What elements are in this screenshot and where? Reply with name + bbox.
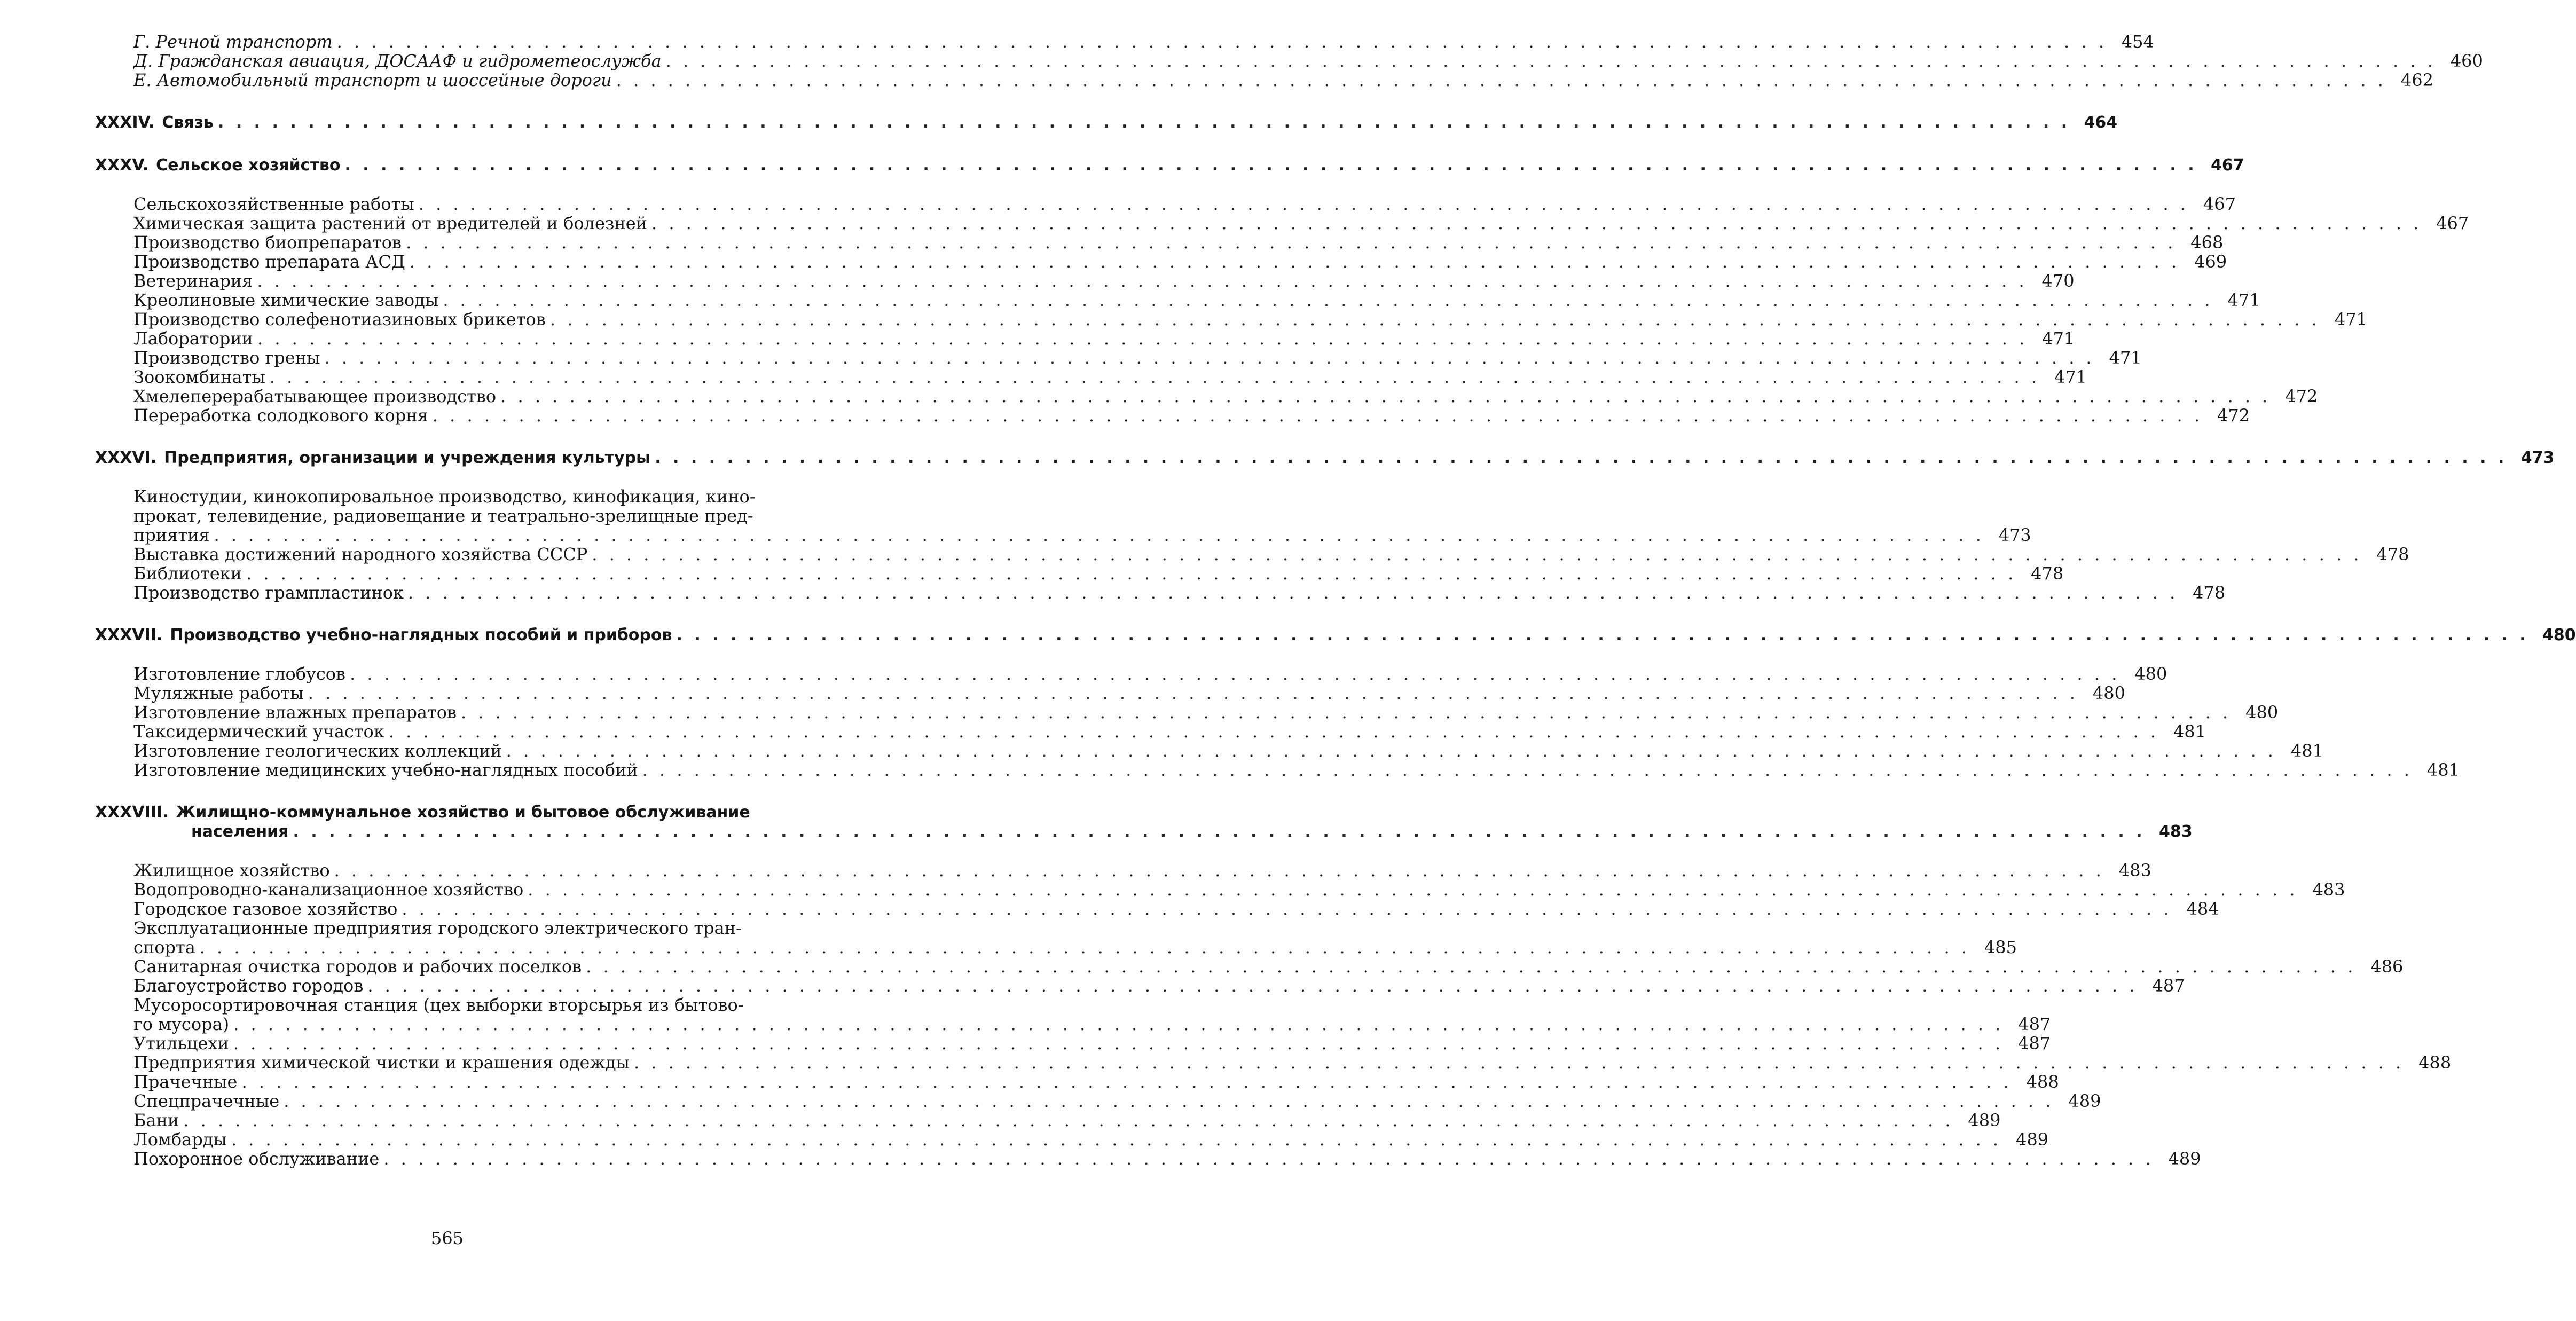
toc-entry: [95, 760, 2460, 780]
entry-title: Зоокомбинаты: [133, 367, 265, 387]
section-number: XXXVII.: [95, 626, 163, 644]
table-of-contents: [95, 32, 2576, 1169]
leader-dots: [634, 1053, 2404, 1072]
entry-page: 487: [2152, 976, 2185, 996]
entry-page: 480: [2134, 664, 2167, 684]
toc-entry: [95, 976, 2185, 996]
section-35-entries: [95, 194, 2469, 426]
entry-page: 484: [2186, 899, 2219, 919]
entry-title-line: прокат, телевидение, радиовещание и театрально-зрелищные пред-: [133, 506, 753, 526]
entry-page: 478: [2031, 563, 2064, 584]
toc-entry: [95, 937, 2017, 957]
toc-entry: [95, 386, 2318, 406]
entry-page: 489: [2068, 1091, 2101, 1111]
entry-title: Утильцехи: [133, 1033, 229, 1053]
entry-page: 481: [2290, 741, 2323, 761]
leader-dots: [218, 113, 2070, 132]
entry-title: Производство биопрепаратов: [133, 232, 402, 253]
entry-page: 489: [2168, 1149, 2201, 1169]
entry-page: 460: [2450, 51, 2483, 71]
leader-dots: [666, 51, 2436, 70]
entry-page: 486: [2370, 956, 2404, 977]
toc-entry: [95, 1110, 2001, 1130]
leader-dots: [183, 1111, 1953, 1130]
section-number: XXXVI.: [95, 449, 157, 467]
leader-dots: [246, 564, 2016, 583]
entry-page: 488: [2418, 1052, 2452, 1073]
toc-entry-multiline: [95, 918, 832, 938]
toc-entry: [95, 721, 2206, 742]
leader-dots: [293, 822, 2145, 842]
toc-entry: [95, 1091, 2101, 1111]
toc-entry: [95, 583, 2226, 603]
toc-entry: [95, 51, 2483, 71]
entry-title: Бани: [133, 1110, 179, 1130]
leader-dots: [676, 626, 2528, 645]
leader-dots: [284, 1091, 2054, 1111]
leader-dots: [443, 290, 2213, 310]
entry-title-line: спорта: [133, 937, 195, 957]
leader-dots: [500, 387, 2271, 406]
section-37-entries: [95, 664, 2460, 780]
entry-page: 471: [2054, 367, 2087, 387]
entry-title: Библиотеки: [133, 563, 242, 584]
toc-entry: [95, 741, 2323, 761]
leader-dots: [383, 1149, 2154, 1168]
entry-page: 467: [2436, 213, 2469, 233]
leader-dots: [233, 1015, 2004, 1034]
leader-dots: [324, 348, 2094, 367]
entry-page: 478: [2193, 583, 2226, 603]
leader-dots: [270, 367, 2040, 387]
section-page: 473: [2520, 449, 2555, 467]
leader-dots: [433, 406, 2203, 425]
toc-entry: [95, 683, 2125, 703]
entry-page: 489: [1968, 1110, 2001, 1130]
entry-title: Производство препарата АСД: [133, 251, 405, 272]
toc-entry: [95, 32, 2154, 52]
entry-title: Жилищное хозяйство: [133, 860, 330, 880]
toc-entry-multiline: [95, 487, 832, 525]
section-heading-38: [95, 803, 2193, 842]
entry-page: 462: [2400, 70, 2433, 90]
toc-entry: [95, 348, 2142, 368]
entry-title: Прачечные: [133, 1072, 238, 1092]
entry-title: Химическая защита растений от вредителей и болезней: [133, 213, 647, 233]
leader-dots: [337, 32, 2107, 51]
entry-title: Спецпрачечные: [133, 1091, 280, 1111]
toc-entry: [95, 1033, 2051, 1053]
entry-title-line: го мусора): [133, 1014, 230, 1034]
entry-title-line: Мусоросортировочная станция (цех выборки вторсырья из бытово-: [133, 995, 744, 1015]
entry-title: Санитарная очистка городов и рабочих поселков: [133, 956, 582, 977]
entry-page: 471: [2227, 290, 2260, 310]
entry-page: 472: [2217, 405, 2250, 426]
entry-page: 470: [2041, 271, 2075, 291]
section-title: Сельское хозяйство: [156, 156, 341, 175]
toc-entry: [95, 525, 2031, 545]
entry-title-line: Киностудии, кинокопировальное производство, кинофикация, кино-: [133, 486, 756, 507]
toc-entry-multiline: [95, 995, 832, 1015]
entry-page: 454: [2121, 32, 2154, 52]
leader-dots: [214, 525, 1984, 545]
leader-dots: [308, 683, 2078, 703]
toc-entry: [95, 328, 2075, 349]
entry-title: Изготовление влажных препаратов: [133, 702, 457, 722]
entry-title: Лаборатории: [133, 328, 253, 349]
leader-dots: [506, 741, 2276, 760]
leader-dots: [233, 1034, 2004, 1053]
leader-dots: [241, 1072, 2012, 1091]
toc-entry: [95, 405, 2250, 426]
leader-dots: [350, 664, 2120, 683]
entry-title: Переработка солодкового корня: [133, 405, 428, 426]
leader-dots: [402, 899, 2172, 918]
section-title: Производство учебно-наглядных пособий и приборов: [170, 626, 672, 644]
entry-title: Д. Гражданская авиация, ДОСААФ и гидрометеослужба: [133, 51, 662, 71]
entry-page: 468: [2190, 232, 2224, 253]
section-number: XXXIV.: [95, 113, 155, 132]
entry-title: Производство грены: [133, 348, 320, 368]
toc-entry: [95, 309, 2367, 329]
entry-page: 473: [1998, 525, 2031, 545]
entry-page: 487: [2018, 1014, 2051, 1034]
entry-title: Предприятия химической чистки и крашения одежды: [133, 1052, 630, 1073]
entry-title: Водопроводно-канализационное хозяйство: [133, 879, 524, 900]
entry-title: Городское газовое хозяйство: [133, 899, 398, 919]
section-heading-36: [95, 449, 2555, 468]
entry-page: 480: [2245, 702, 2279, 722]
entry-title: Изготовление глобусов: [133, 664, 346, 684]
toc-entry: [95, 702, 2279, 722]
section-heading-35: [95, 156, 2244, 175]
leader-dots: [408, 583, 2178, 602]
entry-title: Е. Автомобильный транспорт и шоссейные дороги: [133, 70, 612, 90]
toc-entry: [95, 956, 2404, 977]
entry-title-line: Эксплуатационные предприятия городского электрического тран-: [133, 918, 742, 938]
entry-page: 489: [2016, 1129, 2049, 1150]
leader-dots: [410, 252, 2180, 271]
leader-dots: [419, 194, 2189, 214]
toc-entry: [95, 271, 2075, 291]
entry-page: 480: [2092, 683, 2125, 703]
toc-entry: [95, 879, 2345, 900]
entry-page: 472: [2285, 386, 2318, 406]
entry-page: 485: [1984, 937, 2017, 957]
entry-title: Изготовление геологических коллекций: [133, 741, 502, 761]
entry-page: 471: [2109, 348, 2142, 368]
leader-dots: [367, 976, 2138, 995]
leader-dots: [389, 722, 2159, 741]
toc-entry: [95, 251, 2227, 272]
section-page: 483: [2158, 822, 2193, 841]
leader-dots: [200, 938, 1970, 957]
toc-entry: [95, 899, 2219, 919]
entry-page: 471: [2334, 309, 2367, 329]
leader-dots: [651, 214, 2422, 233]
entry-page: 481: [2426, 760, 2460, 780]
entry-title: Муляжные работы: [133, 683, 304, 703]
entry-page: 483: [2118, 860, 2151, 880]
section-38-entries: [95, 860, 2452, 1169]
entry-title: Похоронное обслуживание: [133, 1149, 380, 1169]
leader-dots: [231, 1130, 2001, 1149]
section-number: XXXVIII.: [95, 803, 169, 822]
entry-page: 471: [2042, 328, 2075, 349]
section-page: 467: [2210, 156, 2244, 175]
entry-title: Ломбарды: [133, 1129, 227, 1150]
toc-entry: [95, 1129, 2049, 1150]
entry-page: 469: [2194, 251, 2227, 272]
leader-dots: [586, 957, 2356, 976]
entry-title: Таксидермический участок: [133, 721, 384, 742]
page-number: 565: [430, 1228, 464, 1248]
entry-page: 483: [2312, 879, 2345, 900]
entry-page: 478: [2376, 544, 2409, 564]
leader-dots: [334, 861, 2104, 880]
toc-entry: [95, 563, 2064, 584]
entry-title: Благоустройство городов: [133, 976, 364, 996]
section-page: 480: [2542, 626, 2576, 644]
entry-title: Производство солефенотиазиновых брикетов: [133, 309, 546, 329]
toc-entry: [95, 1014, 2051, 1034]
leader-dots: [344, 156, 2197, 175]
section-number: XXXV.: [95, 156, 149, 175]
section-title: Жилищно-коммунальное хозяйство и бытовое обслуживание: [176, 803, 750, 822]
entry-title: Креолиновые химические заводы: [133, 290, 439, 310]
leader-dots: [528, 880, 2298, 899]
toc-entry: [95, 70, 2433, 90]
toc-entry: [95, 664, 2167, 684]
toc-entry: [95, 367, 2087, 387]
toc-entry: [95, 1052, 2452, 1073]
section-title: Предприятия, организации и учреждения культуры: [164, 449, 651, 467]
toc-entry: [95, 1072, 2059, 1092]
entry-title: Г. Речной транспорт: [133, 32, 333, 52]
entry-title: Производство грампластинок: [133, 583, 404, 603]
section-page: 464: [2084, 113, 2118, 132]
toc-entry: [95, 1149, 2201, 1169]
entry-title: Выставка достижений народного хозяйства СССР: [133, 544, 588, 564]
entry-title: Сельскохозяйственные работы: [133, 194, 414, 214]
toc-entry: [95, 232, 2224, 253]
transport-subsections: [95, 32, 2483, 90]
entry-title: Хмелеперерабатывающее производство: [133, 386, 497, 406]
leader-dots: [461, 703, 2231, 722]
entry-page: 488: [2026, 1072, 2059, 1092]
toc-entry: [95, 290, 2260, 310]
leader-dots: [406, 233, 2176, 252]
entry-title: Изготовление медицинских учебно-наглядных пособий: [133, 760, 638, 780]
leader-dots: [550, 310, 2320, 329]
entry-page: 467: [2203, 194, 2236, 214]
leader-dots: [257, 271, 2027, 290]
entry-title: Ветеринария: [133, 271, 253, 291]
toc-entry: [95, 213, 2469, 233]
leader-dots: [655, 449, 2507, 468]
leader-dots: [616, 70, 2386, 90]
leader-dots: [642, 760, 2413, 780]
entry-title-line: приятия: [133, 525, 210, 545]
section-36-entries: [95, 486, 2409, 603]
toc-entry: [95, 194, 2236, 214]
section-title: населения: [191, 822, 289, 841]
section-heading-34: [95, 113, 2118, 132]
section-heading-37: [95, 626, 2576, 645]
leader-dots: [592, 545, 2362, 564]
entry-page: 487: [2017, 1033, 2051, 1053]
leader-dots: [257, 329, 2028, 348]
toc-entry: [95, 544, 2409, 564]
section-title: Связь: [162, 113, 214, 132]
entry-page: 481: [2173, 721, 2206, 742]
toc-entry: [95, 860, 2151, 880]
